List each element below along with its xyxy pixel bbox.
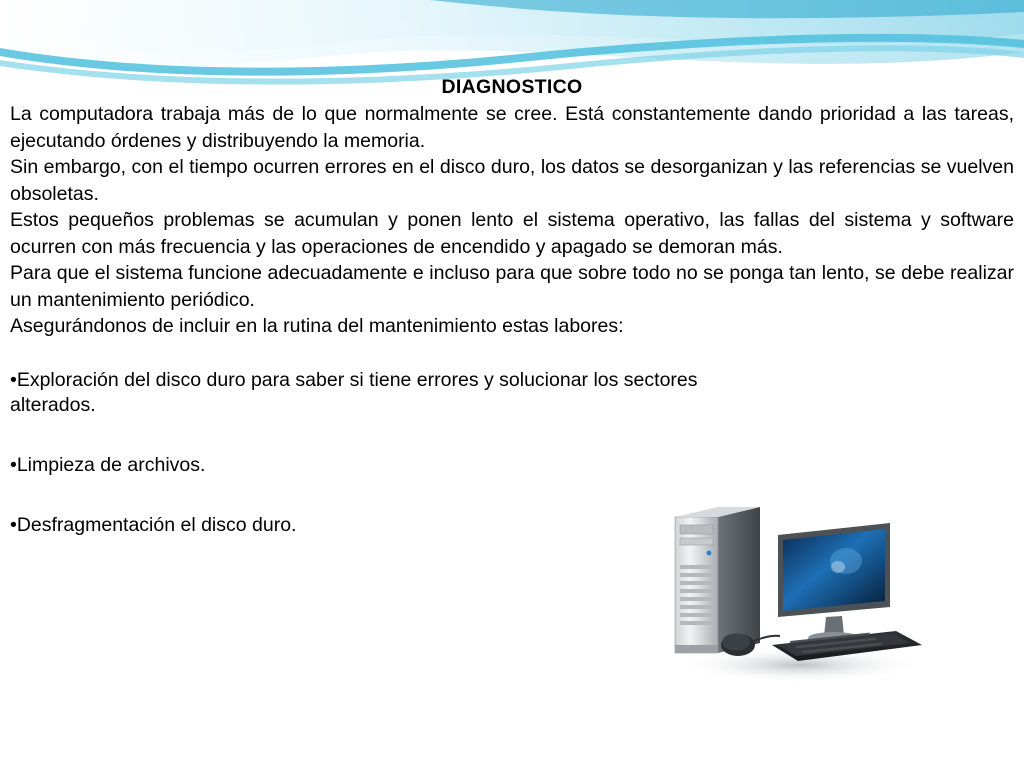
paragraph-3: Estos pequeños problemas se acumulan y ponen lento el sistema operativo, las fallas del sistema y software ocurren con más frecuencia y las operaciones de encendido y apagado se demoran más. xyxy=(10,209,1014,258)
list-item: •Exploración del disco duro para saber si tiene errores y solucionar los sectores alterados. xyxy=(10,368,698,417)
computer-graphic xyxy=(660,495,930,685)
paragraph-1: La computadora trabaja más de lo que normalmente se cree. Está constantemente dando prioridad a las tareas, ejecutando órdenes y distribuyendo la memoria. xyxy=(10,103,1014,152)
list-item: •Desfragmentación el disco duro. xyxy=(10,513,297,536)
paragraph-2: Sin embargo, con el tiempo ocurren errores en el disco duro, los datos se desorganizan y las referencias se vuelven obsoletas. xyxy=(10,156,1014,205)
slide-content xyxy=(10,76,1014,539)
page-title: DIAGNOSTICO xyxy=(441,76,583,98)
list-item: •Limpieza de archivos. xyxy=(10,454,206,477)
paragraph-4: Para que el sistema funcione adecuadamente e incluso para que sobre todo no se ponga tan lento, se debe realizar un mantenimiento periódico. xyxy=(10,262,1014,311)
desktop-computer-image xyxy=(660,495,930,685)
paragraph-5: Asegurándonos de incluir en la rutina del mantenimiento estas labores: xyxy=(10,315,624,338)
